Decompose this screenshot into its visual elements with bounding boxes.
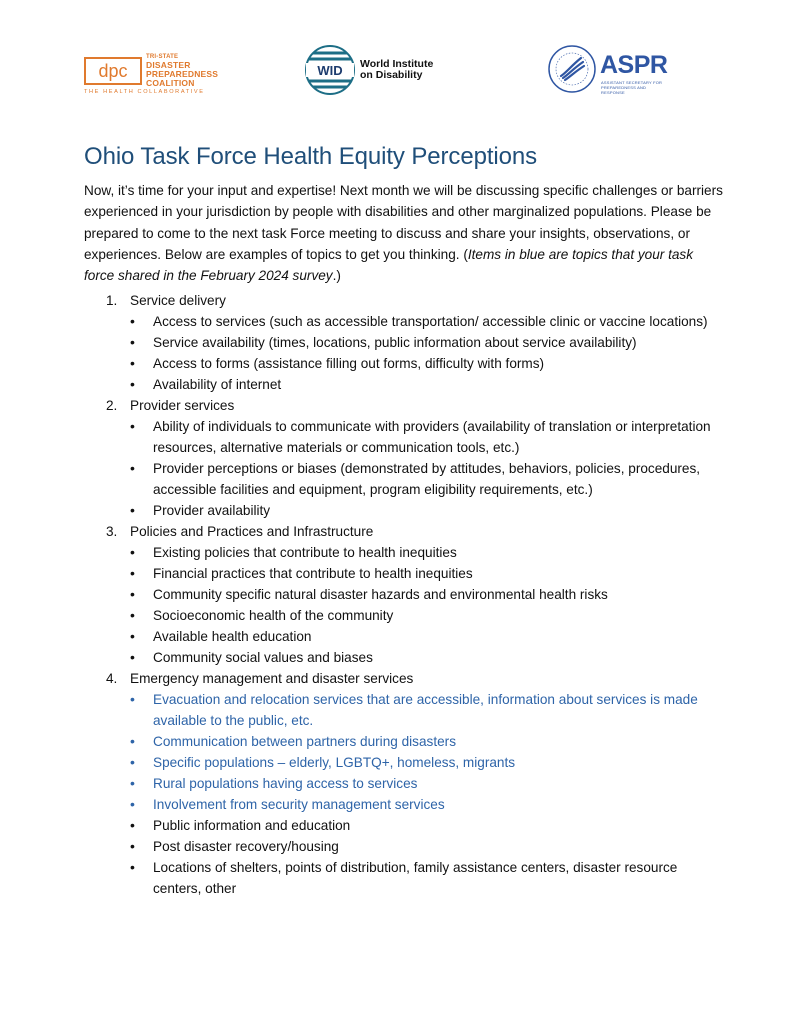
bullet-item-highlighted: • Specific populations – elderly, LGBTQ+, homeless, migrants [130, 752, 724, 773]
dpc-mark-text: dpc [98, 61, 128, 81]
topic-bullets [130, 542, 724, 668]
logo-bar [0, 40, 791, 110]
topic-item [84, 521, 724, 668]
topic-bullets [130, 689, 724, 899]
bullet-item: • Ability of individuals to communicate with providers (availability of translation or interpretation resources, alternative materials or communication tools, etc.) [130, 416, 724, 458]
bullet-item: • Access to forms (assistance filling out forms, difficulty with forms) [130, 353, 724, 374]
bullet-item: • Public information and education [130, 815, 724, 836]
page-title: Ohio Task Force Health Equity Perceptions [84, 143, 538, 170]
bullet-item-highlighted: • Involvement from security management services [130, 794, 724, 815]
intro-text: Now, it’s time for your input and expertise! Next month we will be discussing specific challenges or barriers experienced in your jurisdiction by people with disabilities and other marginalized populations. Please be prepared to come to the next task Force meeting to discuss and share your insights, observations, or experiences. Below are examples of topics to get you thinking. [84, 183, 723, 262]
topic-bullets [130, 311, 724, 395]
topics-list [84, 290, 724, 899]
dpc-mark-icon [84, 57, 142, 85]
topic-number: 4. [106, 671, 118, 686]
wid-name-line: World Institute [360, 58, 434, 70]
bullet-item: • Access to services (such as accessible transportation/ accessible clinic or vaccine locations) [130, 311, 724, 332]
topic-item [84, 395, 724, 521]
bullet-item-highlighted: • Communication between partners during disasters [130, 731, 724, 752]
bullet-item: • Existing policies that contribute to health inequities [130, 542, 724, 563]
topic-label: Provider services [130, 398, 235, 413]
intro-note: Items in blue are topics that your task force shared in the February 2024 survey [84, 246, 694, 284]
wid-name-line: on Disability [360, 69, 423, 81]
intro-note-close: .) [332, 268, 341, 284]
bullet-item: • Provider perceptions or biases (demonstrated by attitudes, behaviors, policies, procedures, accessible facilities and equipment, program eligibility requirements, etc.) [130, 458, 724, 500]
topic-label: Policies and Practices and Infrastructure [130, 524, 374, 539]
bullet-item: • Locations of shelters, points of distribution, family assistance centers, disaster resource centers, other [130, 857, 724, 899]
topic-number: 1. [106, 293, 118, 308]
bullet-item: • Provider availability [130, 500, 724, 521]
wid-logo [305, 45, 455, 97]
bullet-item: • Service availability (times, locations, public information about service availability) [130, 332, 724, 353]
intro-note-open: ( [463, 246, 468, 262]
aspr-subtitle: ASSISTANT SECRETARY FOR PREPAREDNESS AND RESPONSE [601, 80, 663, 95]
hhs-seal-icon [547, 44, 597, 94]
topic-item [84, 290, 724, 395]
aspr-logo [547, 44, 667, 96]
bullet-item: • Post disaster recovery/housing [130, 836, 724, 857]
topic-item [84, 668, 724, 899]
intro-paragraph [84, 180, 724, 286]
dpc-line: COALITION [146, 77, 195, 88]
dpc-line: PREPAREDNESS [146, 68, 219, 79]
topic-label: Emergency management and disaster services [130, 671, 414, 686]
dpc-wordmark [146, 54, 226, 87]
bullet-item: • Community specific natural disaster hazards and environmental health risks [130, 584, 724, 605]
aspr-wordmark: ASPR [600, 51, 668, 79]
bullet-item: • Availability of internet [130, 374, 724, 395]
dpc-line: DISASTER [146, 60, 191, 70]
topic-label: Service delivery [130, 293, 226, 308]
topic-bullets [130, 416, 724, 521]
dpc-logo [84, 54, 224, 98]
wid-mark-text: WID [317, 63, 343, 78]
dpc-tagline: THE HEALTH COLLABORATIVE [84, 89, 205, 95]
globe-icon [305, 45, 355, 95]
dpc-line: TRI-STATE [146, 54, 179, 60]
topic-number: 2. [106, 398, 118, 413]
bullet-item: • Available health education [130, 626, 724, 647]
bullet-item: • Community social values and biases [130, 647, 724, 668]
bullet-item-highlighted: • Rural populations having access to services [130, 773, 724, 794]
wid-name [360, 59, 460, 81]
topic-number: 3. [106, 524, 118, 539]
bullet-item-highlighted: • Evacuation and relocation services that are accessible, information about services is made available to the public, etc. [130, 689, 724, 731]
bullet-item: • Financial practices that contribute to health inequities [130, 563, 724, 584]
bullet-item: • Socioeconomic health of the community [130, 605, 724, 626]
